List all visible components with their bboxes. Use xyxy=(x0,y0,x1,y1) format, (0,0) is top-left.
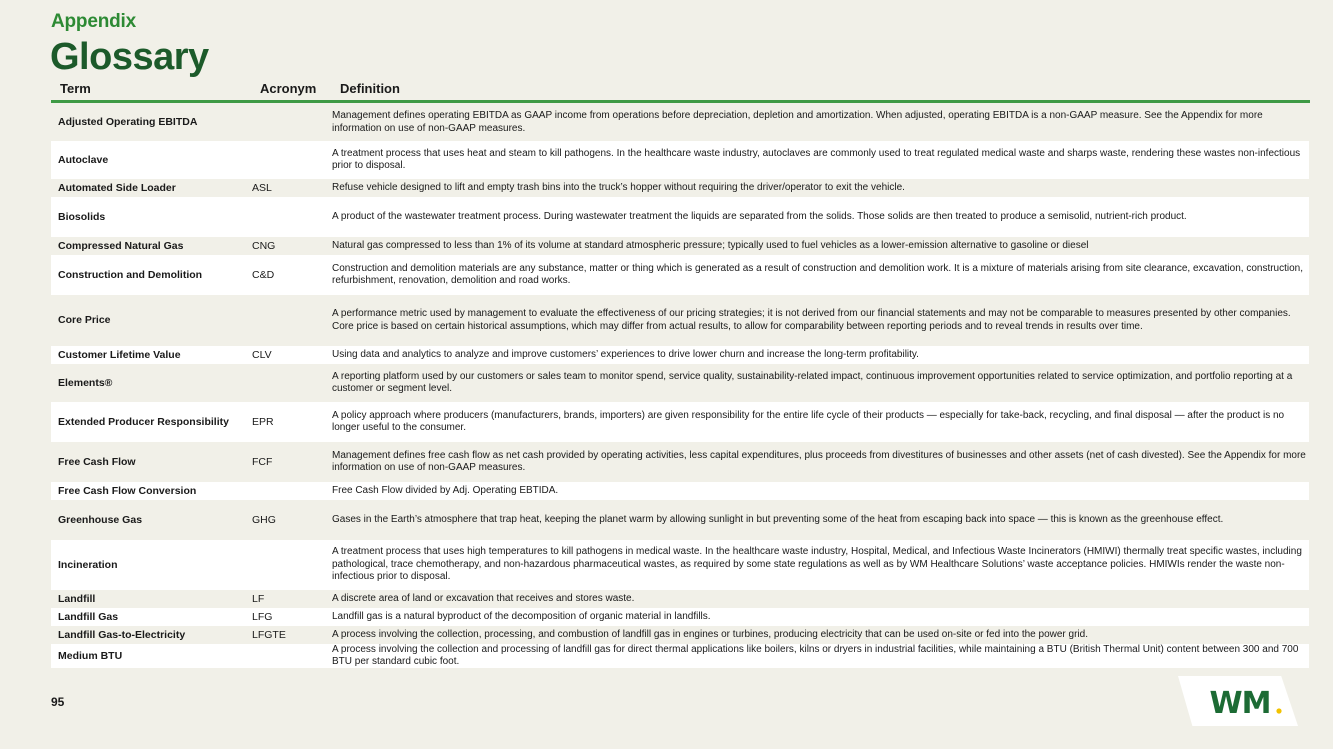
table-row xyxy=(51,608,1309,626)
table-row xyxy=(51,402,1309,442)
column-header-term: Term xyxy=(60,81,91,96)
term-cell: Automated Side Loader xyxy=(58,181,176,194)
definition-cell: Gases in the Earth’s atmosphere that trap heat, keeping the planet warm by allowing sunlight in but preventing some of the heat from escaping back into space — this is known as the greenhouse effect. xyxy=(332,513,1224,525)
acronym-cell: LF xyxy=(252,592,265,605)
definition-cell: A treatment process that uses heat and steam to kill pathogens. In the healthcare waste industry, autoclaves are commonly used to treat regulated medical waste and sharps waste, rendering these wastes non-infectious prior to disposal. xyxy=(332,147,1301,171)
wm-logo-text: WM xyxy=(1209,686,1271,721)
table-row xyxy=(51,540,1309,590)
definition-cell: A treatment process that uses high temperatures to kill pathogens in medical waste. In the healthcare waste industry, Hospital, Medical, and Infectious Waste Incinerators (HMIWI) thermally treat specific wastes, including pathological, trace chemotherapy, and non-hazardous pharmaceutical wastes, as required by some state regulations as well as by WM Healthcare Solutions’ waste acceptance policies. HMIWIs render the waste non-infectious prior to disposal. xyxy=(332,546,1302,583)
table-row xyxy=(51,179,1309,197)
term-cell: Landfill Gas-to-Electricity xyxy=(58,628,186,641)
table-header xyxy=(51,80,1309,100)
acronym-cell: LFGTE xyxy=(252,628,286,641)
term-cell: Biosolids xyxy=(58,210,106,223)
column-header-acronym: Acronym xyxy=(260,81,317,96)
acronym-cell: CNG xyxy=(252,239,276,252)
table-row xyxy=(51,364,1309,402)
term-cell: Incineration xyxy=(58,558,118,571)
table-row xyxy=(51,590,1309,608)
column-header-definition: Definition xyxy=(340,81,400,96)
term-cell: Free Cash Flow Conversion xyxy=(58,484,197,497)
term-cell: Landfill Gas xyxy=(58,610,119,623)
page-number: 95 xyxy=(51,695,65,709)
table-row xyxy=(51,346,1309,364)
acronym-cell: LFG xyxy=(252,610,273,623)
table-row xyxy=(51,295,1309,346)
term-cell: Compressed Natural Gas xyxy=(58,239,184,252)
definition-cell: A product of the wastewater treatment process. During wastewater treatment the liquids are separated from the solids. Those solids are then treated to produce a semisolid, nutrient-rich product. xyxy=(332,210,1187,222)
table-row xyxy=(51,500,1309,540)
definition-cell: Refuse vehicle designed to lift and empty trash bins into the truck’s hopper without requiring the driver/operator to exit the vehicle. xyxy=(332,181,905,193)
term-cell: Core Price xyxy=(58,314,111,327)
table-row xyxy=(51,442,1309,482)
table-row xyxy=(51,104,1309,141)
term-cell: Elements® xyxy=(58,376,113,389)
term-cell: Adjusted Operating EBITDA xyxy=(58,116,198,129)
definition-cell: Landfill gas is a natural byproduct of the decomposition of organic material in landfills. xyxy=(332,610,711,622)
term-cell: Autoclave xyxy=(58,153,109,166)
term-cell: Customer Lifetime Value xyxy=(58,348,181,361)
appendix-kicker: Appendix xyxy=(51,11,136,32)
acronym-cell: C&D xyxy=(252,268,275,281)
definition-cell: A policy approach where producers (manufacturers, brands, importers) are given responsibility for the entire life cycle of their products — especially for take-back, recycling, and final disposal — after the product is no longer useful to the consumer. xyxy=(332,409,1285,433)
glossary-table xyxy=(51,104,1309,668)
acronym-cell: EPR xyxy=(252,415,274,428)
definition-cell: A performance metric used by management to evaluate the effectiveness of our pricing strategies; it is not derived from our financial statements and may not be comparable to measures presented by other companies. Core price is based on certain historical assumptions, which may differ from actual results, to allow for comparability between reporting periods and to reveal trends in results over time. xyxy=(332,308,1291,332)
page-title: Glossary xyxy=(50,36,209,78)
definition-cell: Construction and demolition materials are any substance, matter or thing which is generated as a result of construction and demolition work. It is a mixture of materials arising from site clearance, excavation, construction, refurbishment, renovation, demolition and road works. xyxy=(332,262,1304,286)
definition-cell: A reporting platform used by our customers or sales team to monitor spend, service quality, sustainability-related impact, continuous improvement opportunities related to service optimization, and portfolio reporting at a customer or segment level. xyxy=(332,370,1293,394)
wm-logo-dot xyxy=(1276,708,1281,713)
term-cell: Construction and Demolition xyxy=(58,268,203,281)
definition-cell: Using data and analytics to analyze and improve customers’ experiences to drive lower churn and increase the long-term profitability. xyxy=(332,348,919,360)
header-rule xyxy=(51,100,1310,103)
term-cell: Extended Producer Responsibility xyxy=(58,415,229,428)
table-row xyxy=(51,482,1309,500)
wm-logo xyxy=(1190,682,1290,722)
table-row xyxy=(51,141,1309,179)
acronym-cell: CLV xyxy=(252,348,272,361)
definition-cell: Management defines operating EBITDA as GAAP income from operations before depreciation, depletion and amortization. When adjusted, operating EBITDA is a non-GAAP measure. See the Appendix for more information on use of non-GAAP measures. xyxy=(332,110,1263,134)
term-cell: Greenhouse Gas xyxy=(58,513,143,526)
acronym-cell: ASL xyxy=(252,181,272,194)
definition-cell: Natural gas compressed to less than 1% of its volume at standard atmospheric pressure; typically used to fuel vehicles as a lower-emission alternative to gasoline or diesel xyxy=(332,239,1089,251)
definition-cell: A process involving the collection and processing of landfill gas for direct thermal applications like boilers, kilns or dryers in industrial facilities, while maintaining a BTU (British Thermal Unit) content between 300 and 700 BTU per standard cubic foot. xyxy=(332,643,1299,667)
table-row xyxy=(51,626,1309,644)
term-cell: Medium BTU xyxy=(58,649,123,662)
table-row xyxy=(51,644,1309,668)
definition-cell: Free Cash Flow divided by Adj. Operating EBTIDA. xyxy=(332,484,559,496)
definition-cell: A process involving the collection, processing, and combustion of landfill gas in engines or turbines, producing electricity that can be used on-site or fed into the power grid. xyxy=(332,628,1088,640)
table-row xyxy=(51,255,1309,295)
table-row xyxy=(51,197,1309,237)
term-cell: Landfill xyxy=(58,592,96,605)
definition-cell: A discrete area of land or excavation that receives and stores waste. xyxy=(332,592,635,604)
term-cell: Free Cash Flow xyxy=(58,455,136,468)
acronym-cell: GHG xyxy=(252,513,276,526)
table-row xyxy=(51,237,1309,255)
acronym-cell: FCF xyxy=(252,455,273,468)
definition-cell: Management defines free cash flow as net cash provided by operating activities, less capital expenditures, plus proceeds from divestitures of businesses and other assets (net of cash divested). See the Appendix for more information on use of non-GAAP measures. xyxy=(332,449,1306,473)
